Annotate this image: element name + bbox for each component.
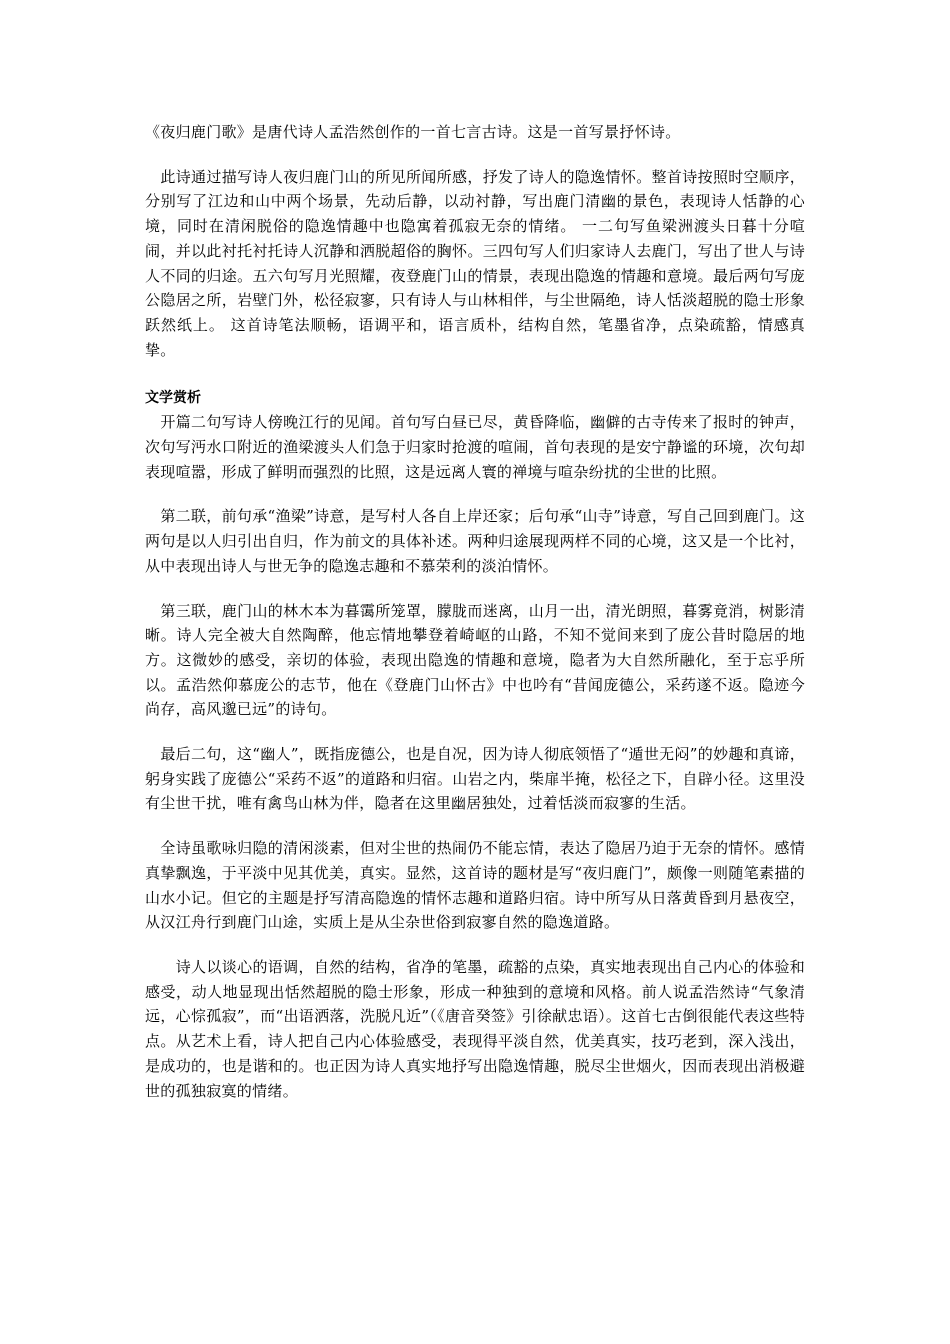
intro-paragraph: 《夜归鹿门歌》是唐代诗人孟浩然创作的一首七言古诗。这是一首写景抒怀诗。	[145, 123, 681, 141]
analysis-paragraph-2: 第二联，前句承“渔梁”诗意，是写村人各自上岸还家；后句承“山寺”诗意，写自己回到鹿门。这两句是以人归引出自归，作为前文的具体补述。两种归途展现两样不同的心境，这又是一个比衬，从中表现出诗人与世无争的隐逸志趣和不慕荣利的淡泊情怀。	[145, 507, 805, 575]
document-body	[145, 120, 805, 1103]
section-heading: 文学赏析	[145, 390, 201, 407]
analysis-paragraph-4: 最后二句，这“幽人”，既指庞德公，也是自况，因为诗人彻底领悟了“遁世无闷”的妙趣和真谛，躬身实践了庞德公“采药不返”的道路和归宿。山岩之内，柴扉半掩，松径之下，自辟小径。这里没有尘世干扰，唯有禽鸟山林为伴，隐者在这里幽居独处，过着恬淡而寂寥的生活。	[145, 745, 805, 813]
analysis-paragraph-3: 第三联，鹿门山的林木本为暮霭所笼罩，朦胧而迷离，山月一出，清光朗照，暮雾竟消，树影清晰。诗人完全被大自然陶醉，他忘情地攀登着崎岖的山路，不知不觉间来到了庞公昔时隐居的地方。这微妙的感受，亲切的体验，表现出隐逸的情趣和意境，隐者为大自然所融化，至于忘乎所以。孟浩然仰慕庞公的志节，他在《登鹿门山怀古》中也吟有“昔闻庞德公，采药遂不返。隐迹今尚存，高风邈已远”的诗句。	[145, 601, 805, 719]
summary-paragraph: 此诗通过描写诗人夜归鹿门山的所见所闻所感，抒发了诗人的隐逸情怀。整首诗按照时空顺序，分别写了江边和山中两个场景，先动后静，以动衬静，写出鹿门清幽的景色，表现诗人恬静的心境，同时在清闲脱俗的隐逸情趣中也隐寓着孤寂无奈的情绪。 一二句写鱼梁洲渡头日暮十分喧闹，并以此衬托衬托诗人沉静和洒脱超俗的胸怀。三四句写人们归家诗人去鹿门，写出了世人与诗人不同的归途。五六句写月光照耀，夜登鹿门山的情景，表现出隐逸的情趣和意境。最后两句写庞公隐居之所，岩壁门外，松径寂寥，只有诗人与山林相伴，与尘世隔绝，诗人恬淡超脱的隐士形象跃然纸上。 这首诗笔法顺畅，语调平和，语言质朴，结构自然，笔墨省净，点染疏豁，情感真挚。	[145, 167, 805, 359]
analysis-paragraph-5: 全诗虽歌咏归隐的清闲淡素，但对尘世的热闹仍不能忘情，表达了隐居乃迫于无奈的情怀。感情真挚飘逸，于平淡中见其优美，真实。显然，这首诗的题材是写“夜归鹿门”，颇像一则随笔素描的山水小记。但它的主题是抒写清高隐逸的情怀志趣和道路归宿。诗中所写从日落黄昏到月悬夜空，从汉江舟行到鹿门山途，实质上是从尘杂世俗到寂寥自然的隐逸道路。	[145, 839, 805, 932]
analysis-paragraph-1: 开篇二句写诗人傍晚江行的见闻。首句写白昼已尽，黄昏降临，幽僻的古寺传来了报时的钟声，次句写沔水口附近的渔梁渡头人们急于归家时抢渡的喧闹，首句表现的是安宁静谧的环境，次句却表现喧嚣，形成了鲜明而强烈的比照，这是远离人寰的禅境与喧杂纷扰的尘世的比照。	[145, 413, 805, 481]
analysis-paragraph-6: 诗人以谈心的语调，自然的结构，省净的笔墨，疏豁的点染，真实地表现出自己内心的体验和感受，动人地显现出恬然超脱的隐士形象，形成一种独到的意境和风格。前人说孟浩然诗“气象清远，心悰孤寂”，而“出语洒落，洗脱凡近”（《唐音癸签》引徐献忠语）。这首七古倒很能代表这些特点。从艺术上看，诗人把自己内心体验感受，表现得平淡自然，优美真实，技巧老到，深入浅出，是成功的，也是谐和的。也正因为诗人真实地抒写出隐逸情趣，脱尽尘世烟火，因而表现出消极避世的孤独寂寞的情绪。	[145, 957, 805, 1100]
